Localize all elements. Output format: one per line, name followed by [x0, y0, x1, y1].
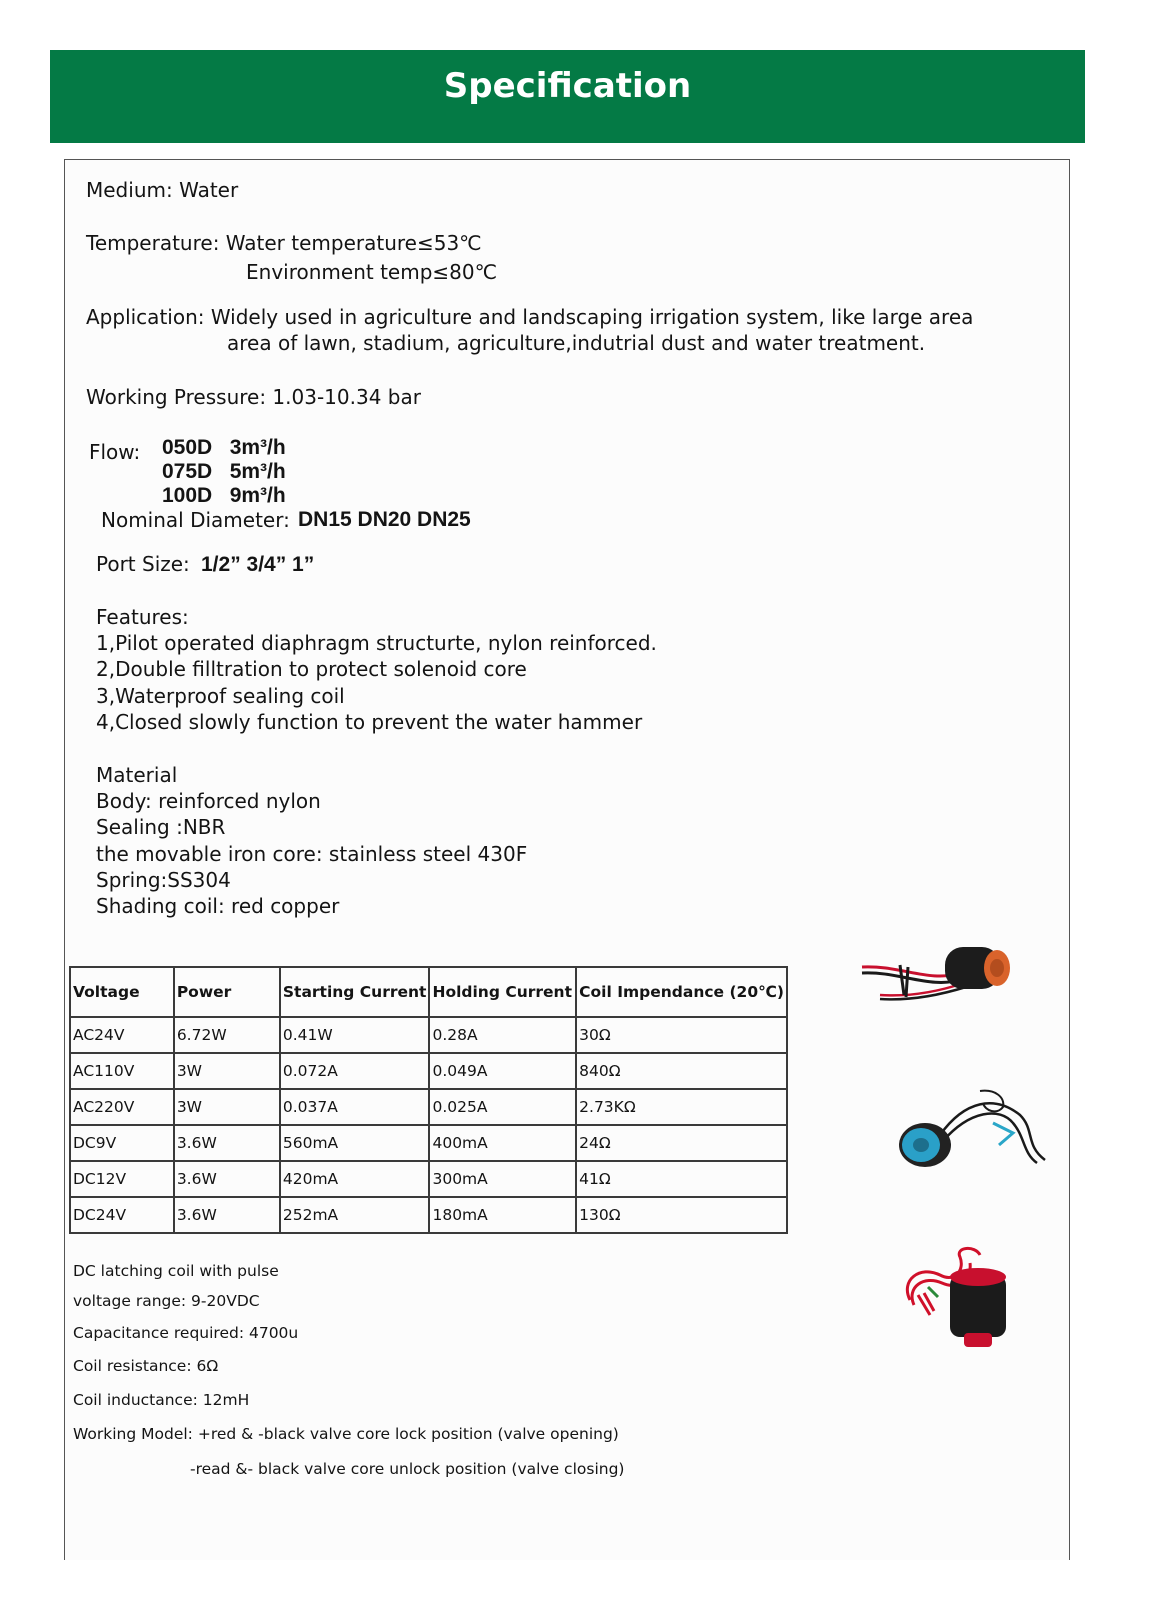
cell-power: 3W	[174, 1089, 280, 1125]
dc-latching-line: Coil inductance: 12mH	[73, 1391, 250, 1409]
header-coil-impedance: Coil Impendance (20℃)	[576, 967, 787, 1017]
material-item: Sealing :NBR	[96, 815, 226, 839]
cell-starting-current: 0.037A	[280, 1089, 430, 1125]
solenoid-coil-red-icon	[900, 1245, 1020, 1355]
cell-starting-current: 560mA	[280, 1125, 430, 1161]
coil-spec-table	[69, 966, 788, 1234]
table-row	[70, 1017, 787, 1053]
medium-text: Medium: Water	[86, 178, 239, 202]
header-starting-current: Starting Current	[280, 967, 430, 1017]
table-row	[70, 1161, 787, 1197]
header-holding-current: Holding Current	[429, 967, 576, 1017]
nominal-diameter-value: DN15 DN20 DN25	[298, 508, 471, 531]
material-item: Spring:SS304	[96, 868, 231, 892]
table-row	[70, 1053, 787, 1089]
spec-header	[50, 50, 1085, 143]
cell-coil-impedance: 840Ω	[576, 1053, 787, 1089]
dc-latching-line: Capacitance required: 4700u	[73, 1324, 299, 1342]
cell-voltage: AC24V	[70, 1017, 174, 1053]
flow-label: Flow:	[89, 440, 141, 464]
cell-power: 3W	[174, 1053, 280, 1089]
dc-latching-line: Working Model: +red & -black valve core lock position (valve opening)	[73, 1425, 619, 1443]
material-title: Material	[96, 763, 178, 787]
application-line-1: Application: Widely used in agriculture and landscaping irrigation system, like large area	[86, 305, 974, 329]
feature-item: 4,Closed slowly function to prevent the water hammer	[96, 710, 643, 734]
cell-power: 6.72W	[174, 1017, 280, 1053]
cell-voltage: DC12V	[70, 1161, 174, 1197]
cell-starting-current: 0.41W	[280, 1017, 430, 1053]
cell-holding-current: 0.025A	[429, 1089, 576, 1125]
dc-latching-line: Coil resistance: 6Ω	[73, 1357, 219, 1375]
cell-power: 3.6W	[174, 1161, 280, 1197]
table-row	[70, 1089, 787, 1125]
temperature-line-2: Environment temp≤80℃	[246, 260, 498, 284]
port-size-value: 1/2” 3/4” 1”	[201, 553, 315, 576]
solenoid-coil-blue-icon	[885, 1085, 1050, 1180]
cell-holding-current: 300mA	[429, 1161, 576, 1197]
cell-starting-current: 420mA	[280, 1161, 430, 1197]
material-item: the movable iron core: stainless steel 430F	[96, 842, 528, 866]
temperature-line-1: Temperature: Water temperature≤53℃	[86, 231, 482, 255]
cell-voltage: AC220V	[70, 1089, 174, 1125]
cell-coil-impedance: 130Ω	[576, 1197, 787, 1233]
dc-latching-line: DC latching coil with pulse	[73, 1262, 279, 1280]
table-row	[70, 1125, 787, 1161]
cell-holding-current: 180mA	[429, 1197, 576, 1233]
port-size-label: Port Size:	[96, 552, 190, 576]
cell-coil-impedance: 2.73KΩ	[576, 1089, 787, 1125]
cell-voltage: AC110V	[70, 1053, 174, 1089]
cell-coil-impedance: 41Ω	[576, 1161, 787, 1197]
feature-item: 3,Waterproof sealing coil	[96, 684, 345, 708]
table-row	[70, 1197, 787, 1233]
cell-starting-current: 252mA	[280, 1197, 430, 1233]
cell-holding-current: 0.049A	[429, 1053, 576, 1089]
material-item: Shading coil: red copper	[96, 894, 340, 918]
flow-row: 100D 9m³/h	[162, 484, 286, 507]
cell-power: 3.6W	[174, 1125, 280, 1161]
cell-coil-impedance: 30Ω	[576, 1017, 787, 1053]
header-power: Power	[174, 967, 280, 1017]
cell-voltage: DC9V	[70, 1125, 174, 1161]
cell-coil-impedance: 24Ω	[576, 1125, 787, 1161]
application-line-2: area of lawn, stadium, agriculture,indutrial dust and water treatment.	[227, 331, 926, 355]
flow-row: 075D 5m³/h	[162, 460, 286, 483]
header-voltage: Voltage	[70, 967, 174, 1017]
spec-title: Specification	[443, 66, 692, 106]
flow-row: 050D 3m³/h	[162, 436, 286, 459]
cell-holding-current: 0.28A	[429, 1017, 576, 1053]
dc-latching-line: -read &- black valve core unlock position (valve closing)	[190, 1460, 625, 1478]
dc-latching-line: voltage range: 9-20VDC	[73, 1292, 260, 1310]
feature-item: 1,Pilot operated diaphragm structurte, nylon reinforced.	[96, 631, 657, 655]
cell-voltage: DC24V	[70, 1197, 174, 1233]
cell-starting-current: 0.072A	[280, 1053, 430, 1089]
solenoid-coil-orange-icon	[860, 935, 1020, 1010]
nominal-diameter-label: Nominal Diameter:	[101, 508, 290, 532]
feature-item: 2,Double filltration to protect solenoid core	[96, 657, 527, 681]
features-title: Features:	[96, 605, 189, 629]
working-pressure-text: Working Pressure: 1.03-10.34 bar	[86, 385, 421, 409]
cell-holding-current: 400mA	[429, 1125, 576, 1161]
table-header-row	[70, 967, 787, 1017]
material-item: Body: reinforced nylon	[96, 789, 321, 813]
cell-power: 3.6W	[174, 1197, 280, 1233]
